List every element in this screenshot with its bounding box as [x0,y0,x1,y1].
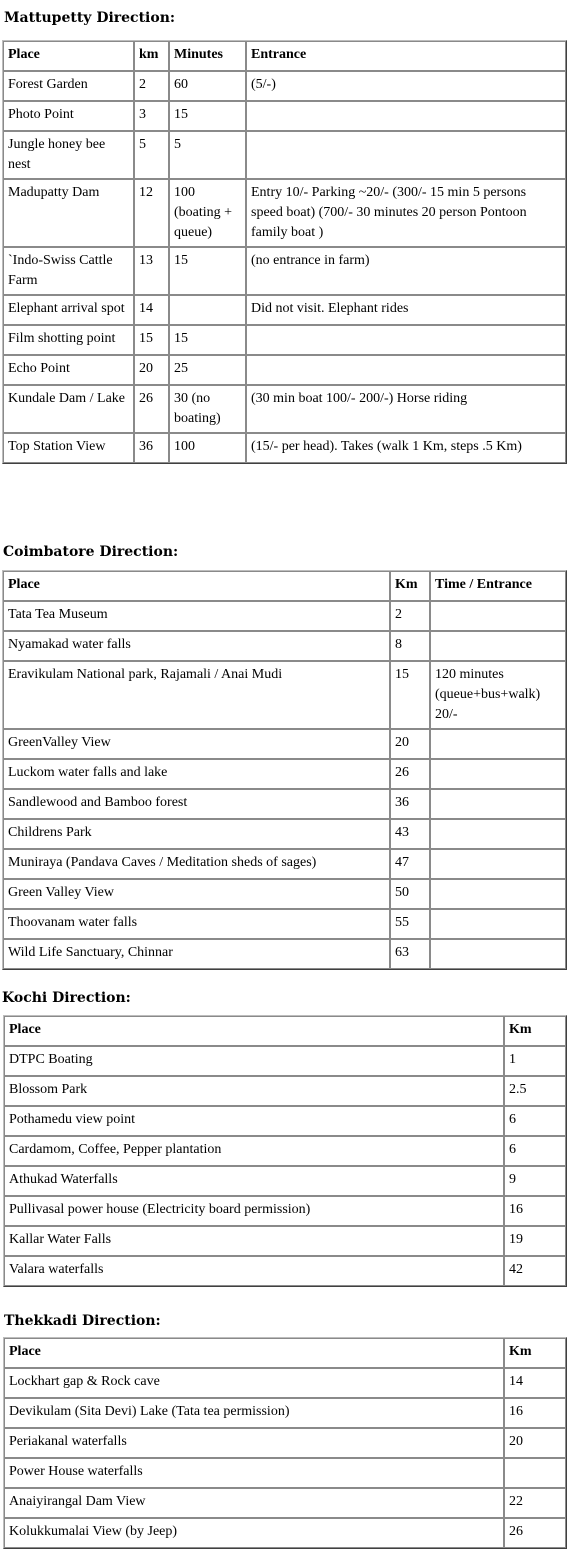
cell-km: 26 [134,385,169,433]
coimbatore-heading: Coimbatore Direction: [3,544,179,560]
table-row [3,879,566,909]
cell-km: 5 [134,131,169,179]
cell-place: Muniraya (Pandava Caves / Meditation sheds of sages) [3,849,390,879]
table-row [3,789,566,819]
cell-km: 26 [504,1518,566,1548]
cell-km: 14 [134,295,169,325]
cell-time-entrance [430,849,566,879]
table-row [4,1226,566,1256]
cell-km: 6 [504,1136,566,1166]
table-row [3,179,566,247]
cell-time-entrance [430,729,566,759]
column-header-entrance: Entrance [246,41,566,71]
column-header-place: Place [4,1016,504,1046]
cell-minutes [169,295,246,325]
table-row [4,1166,566,1196]
cell-place: Forest Garden [3,71,134,101]
column-header-place: Place [3,41,134,71]
cell-place: Lockhart gap & Rock cave [4,1368,504,1398]
cell-km: 55 [390,909,430,939]
cell-minutes: 100 [169,433,246,463]
cell-place: Anaiyirangal Dam View [4,1488,504,1518]
table-row [3,295,566,325]
cell-place: GreenValley View [3,729,390,759]
cell-time-entrance [430,939,566,969]
table-row [3,939,566,969]
cell-place: Athukad Waterfalls [4,1166,504,1196]
table-header-row [4,1016,566,1046]
cell-place: Echo Point [3,355,134,385]
thekkadi-table [3,1337,567,1549]
cell-time-entrance [430,879,566,909]
table-row [3,385,566,433]
cell-place: Film shotting point [3,325,134,355]
cell-minutes: 100 (boating + queue) [169,179,246,247]
cell-time-entrance [430,759,566,789]
cell-time-entrance [430,631,566,661]
table-row [4,1428,566,1458]
column-header-km: Km [504,1016,566,1046]
table-row [4,1458,566,1488]
cell-time-entrance [430,909,566,939]
cell-km: 36 [390,789,430,819]
cell-place: `Indo-Swiss Cattle Farm [3,247,134,295]
cell-km: 19 [504,1226,566,1256]
cell-minutes: 25 [169,355,246,385]
mattupetty-table [2,40,567,464]
cell-km: 1 [504,1046,566,1076]
cell-place: Top Station View [3,433,134,463]
table-row [4,1196,566,1226]
cell-place: DTPC Boating [4,1046,504,1076]
column-header-km: Km [504,1338,566,1368]
table-row [4,1106,566,1136]
cell-time-entrance [430,819,566,849]
table-row [3,819,566,849]
cell-entrance [246,131,566,179]
cell-minutes: 15 [169,325,246,355]
cell-km [504,1458,566,1488]
table-row [4,1136,566,1166]
table-row [4,1488,566,1518]
cell-place: Kundale Dam / Lake [3,385,134,433]
cell-km: 20 [504,1428,566,1458]
column-header-minutes: Minutes [169,41,246,71]
table-row [3,909,566,939]
table-row [3,631,566,661]
table-row [3,355,566,385]
cell-km: 47 [390,849,430,879]
cell-km: 22 [504,1488,566,1518]
table-row [4,1368,566,1398]
cell-km: 14 [504,1368,566,1398]
cell-place: Luckom water falls and lake [3,759,390,789]
kochi-table [3,1015,567,1287]
cell-km: 20 [390,729,430,759]
coimbatore-table [2,570,567,970]
cell-entrance: (30 min boat 100/- 200/-) Horse riding [246,385,566,433]
cell-minutes: 5 [169,131,246,179]
cell-time-entrance: 120 minutes (queue+bus+walk) 20/- [430,661,566,729]
cell-entrance: (no entrance in farm) [246,247,566,295]
cell-entrance: Did not visit. Elephant rides [246,295,566,325]
cell-time-entrance [430,789,566,819]
cell-place: Power House waterfalls [4,1458,504,1488]
cell-place: Childrens Park [3,819,390,849]
cell-place: Wild Life Sanctuary, Chinnar [3,939,390,969]
cell-km: 15 [134,325,169,355]
table-row [3,661,566,729]
table-header-row [3,571,566,601]
cell-place: Valara waterfalls [4,1256,504,1286]
table-row [3,131,566,179]
table-row [3,247,566,295]
cell-km: 16 [504,1398,566,1428]
cell-km: 2 [134,71,169,101]
cell-place: Green Valley View [3,879,390,909]
cell-entrance [246,355,566,385]
cell-entrance: (15/- per head). Takes (walk 1 Km, steps .5 Km) [246,433,566,463]
cell-km: 42 [504,1256,566,1286]
cell-minutes: 30 (no boating) [169,385,246,433]
cell-entrance: Entry 10/- Parking ~20/- (300/- 15 min 5 persons speed boat) (700/- 30 minutes 20 person Pontoon family boat ) [246,179,566,247]
cell-km: 12 [134,179,169,247]
cell-km: 43 [390,819,430,849]
cell-km: 36 [134,433,169,463]
table-row [3,101,566,131]
cell-place: Blossom Park [4,1076,504,1106]
cell-km: 9 [504,1166,566,1196]
kochi-heading: Kochi Direction: [2,990,131,1006]
cell-km: 2 [390,601,430,631]
cell-km: 26 [390,759,430,789]
table-row [3,601,566,631]
cell-entrance [246,101,566,131]
cell-km: 3 [134,101,169,131]
column-header-km: Km [390,571,430,601]
cell-km: 13 [134,247,169,295]
cell-km: 16 [504,1196,566,1226]
column-header-km: km [134,41,169,71]
table-row [4,1046,566,1076]
table-row [4,1076,566,1106]
cell-km: 2.5 [504,1076,566,1106]
cell-time-entrance [430,601,566,631]
table-header-row [4,1338,566,1368]
cell-km: 15 [390,661,430,729]
cell-place: Eravikulam National park, Rajamali / Anai Mudi [3,661,390,729]
cell-km: 8 [390,631,430,661]
column-header-time-entrance: Time / Entrance [430,571,566,601]
cell-place: Thoovanam water falls [3,909,390,939]
cell-place: Kolukkumalai View (by Jeep) [4,1518,504,1548]
column-header-place: Place [3,571,390,601]
cell-place: Devikulam (Sita Devi) Lake (Tata tea permission) [4,1398,504,1428]
cell-place: Pullivasal power house (Electricity board permission) [4,1196,504,1226]
column-header-place: Place [4,1338,504,1368]
thekkadi-heading: Thekkadi Direction: [4,1313,161,1329]
table-row [3,729,566,759]
table-row [4,1518,566,1548]
cell-place: Tata Tea Museum [3,601,390,631]
mattupetty-heading: Mattupetty Direction: [4,10,176,26]
cell-place: Cardamom, Coffee, Pepper plantation [4,1136,504,1166]
cell-minutes: 15 [169,247,246,295]
cell-place: Kallar Water Falls [4,1226,504,1256]
table-row [3,849,566,879]
table-row [3,759,566,789]
cell-entrance [246,325,566,355]
cell-place: Pothamedu view point [4,1106,504,1136]
cell-place: Jungle honey bee nest [3,131,134,179]
cell-minutes: 15 [169,101,246,131]
cell-place: Photo Point [3,101,134,131]
cell-km: 50 [390,879,430,909]
cell-place: Sandlewood and Bamboo forest [3,789,390,819]
cell-entrance: (5/-) [246,71,566,101]
table-row [3,325,566,355]
table-header-row [3,41,566,71]
cell-km: 6 [504,1106,566,1136]
cell-place: Elephant arrival spot [3,295,134,325]
cell-km: 20 [134,355,169,385]
cell-km: 63 [390,939,430,969]
cell-place: Periakanal waterfalls [4,1428,504,1458]
table-row [3,433,566,463]
table-row [4,1398,566,1428]
cell-minutes: 60 [169,71,246,101]
table-row [4,1256,566,1286]
cell-place: Madupatty Dam [3,179,134,247]
table-row [3,71,566,101]
cell-place: Nyamakad water falls [3,631,390,661]
